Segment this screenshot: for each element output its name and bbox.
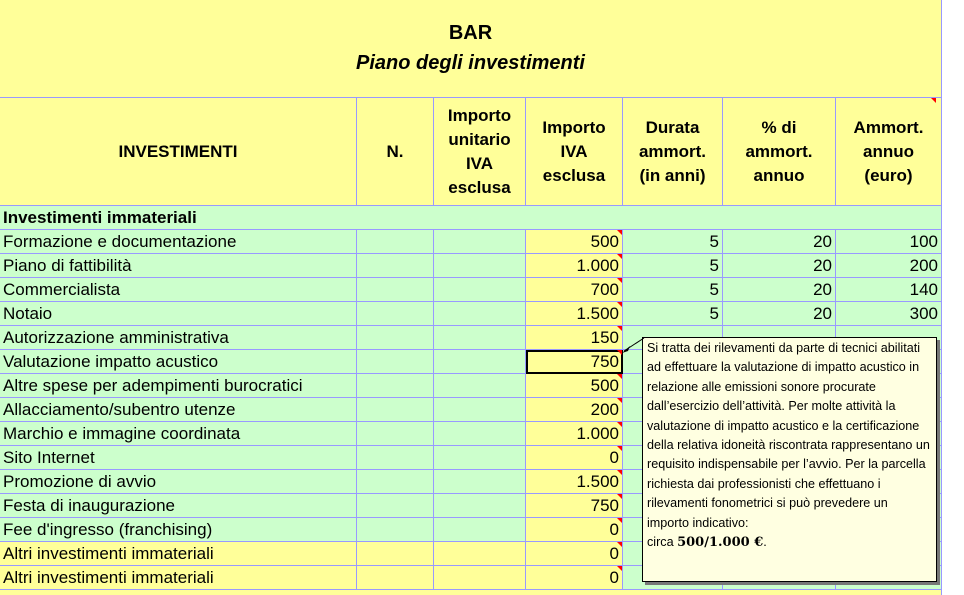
row-importo-value: 750 xyxy=(590,352,619,371)
table-row xyxy=(0,302,941,326)
row-label-value: Sito Internet xyxy=(3,448,95,467)
comment-indicator xyxy=(617,278,622,283)
row-importo-value: 500 xyxy=(590,232,619,251)
row-label[interactable] xyxy=(0,518,357,542)
row-label-value: Autorizzazione amministrativa xyxy=(3,328,229,347)
row-n[interactable] xyxy=(357,350,434,374)
comment-indicator xyxy=(931,98,936,103)
row-unitario[interactable] xyxy=(434,350,526,374)
row-importo[interactable] xyxy=(526,398,623,422)
header-n[interactable]: N. xyxy=(357,98,434,206)
row-importo[interactable] xyxy=(526,278,623,302)
row-importo-value: 0 xyxy=(609,544,619,563)
row-ammort-value: 140 xyxy=(909,280,938,299)
section-title[interactable]: Investimenti immateriali xyxy=(0,206,941,230)
row-ammort[interactable] xyxy=(836,278,941,302)
column-edge xyxy=(941,0,964,595)
row-n[interactable] xyxy=(357,374,434,398)
comment-indicator xyxy=(617,566,622,571)
row-importo[interactable] xyxy=(526,326,623,350)
row-importo[interactable] xyxy=(526,302,623,326)
row-percentuale[interactable] xyxy=(723,254,836,278)
header-ammort-annuo[interactable]: Ammort. annuo (euro) xyxy=(836,98,941,206)
row-importo[interactable] xyxy=(526,422,623,446)
row-label[interactable] xyxy=(0,470,357,494)
comment-indicator xyxy=(617,446,622,451)
row-percentuale[interactable] xyxy=(723,230,836,254)
comment-indicator xyxy=(617,302,622,307)
row-n[interactable] xyxy=(357,422,434,446)
comment-indicator xyxy=(617,542,622,547)
row-n[interactable] xyxy=(357,254,434,278)
row-label-value: Commercialista xyxy=(3,280,121,299)
row-unitario[interactable] xyxy=(434,470,526,494)
row-importo-value: 750 xyxy=(590,496,619,515)
section-row xyxy=(0,206,941,230)
row-ammort-value: 300 xyxy=(909,304,938,323)
row-label[interactable] xyxy=(0,566,357,590)
row-percentuale[interactable] xyxy=(723,278,836,302)
row-percentuale-value: 20 xyxy=(813,232,832,251)
row-label[interactable] xyxy=(0,326,357,350)
header-importo[interactable]: Importo IVA esclusa xyxy=(526,98,623,206)
row-durata-value: 5 xyxy=(709,280,719,299)
row-label-value: Valutazione impatto acustico xyxy=(3,352,219,371)
row-durata-value: 5 xyxy=(709,256,719,275)
row-unitario[interactable] xyxy=(434,230,526,254)
row-ammort[interactable] xyxy=(836,254,941,278)
row-label[interactable] xyxy=(0,254,357,278)
row-n[interactable] xyxy=(357,302,434,326)
row-unitario[interactable] xyxy=(434,278,526,302)
row-label-value: Altri investimenti immateriali xyxy=(3,544,214,563)
selected-cell[interactable] xyxy=(526,350,623,374)
row-importo-value: 200 xyxy=(590,400,619,419)
row-n[interactable] xyxy=(357,398,434,422)
row-importo[interactable] xyxy=(526,446,623,470)
row-importo[interactable] xyxy=(526,230,623,254)
row-label[interactable] xyxy=(0,494,357,518)
comment-prefix: circa xyxy=(647,535,678,550)
row-label-value: Marchio e immagine coordinata xyxy=(3,424,241,443)
row-importo-value: 1.000 xyxy=(576,424,619,443)
row-unitario[interactable] xyxy=(434,326,526,350)
row-label[interactable] xyxy=(0,422,357,446)
row-importo[interactable] xyxy=(526,470,623,494)
row-n[interactable] xyxy=(357,446,434,470)
table-row xyxy=(0,278,941,302)
sheet-subtitle[interactable]: Piano degli investimenti xyxy=(356,52,585,74)
row-importo-value: 0 xyxy=(609,568,619,587)
row-unitario[interactable] xyxy=(434,518,526,542)
row-durata[interactable] xyxy=(623,254,723,278)
sheet-title[interactable]: BAR xyxy=(448,22,493,44)
row-label-value: Allacciamento/subentro utenze xyxy=(3,400,236,419)
row-importo-value: 1.500 xyxy=(576,304,619,323)
row-unitario[interactable] xyxy=(434,302,526,326)
header-investimenti[interactable]: INVESTIMENTI xyxy=(0,98,357,206)
row-ammort-value: 100 xyxy=(909,232,938,251)
row-n[interactable] xyxy=(357,566,434,590)
row-unitario[interactable] xyxy=(434,446,526,470)
row-n[interactable] xyxy=(357,470,434,494)
row-label[interactable] xyxy=(0,542,357,566)
comment-suffix: . xyxy=(763,535,767,550)
row-label[interactable] xyxy=(0,302,357,326)
row-n[interactable] xyxy=(357,230,434,254)
row-label-value: Notaio xyxy=(3,304,53,323)
row-percentuale-value: 20 xyxy=(813,304,832,323)
comment-indicator xyxy=(617,470,622,475)
row-importo-value: 0 xyxy=(609,448,619,467)
row-unitario[interactable] xyxy=(434,542,526,566)
header-percentuale[interactable]: % di ammort. annuo xyxy=(723,98,836,206)
comment-indicator xyxy=(617,374,622,379)
row-label[interactable] xyxy=(0,230,357,254)
row-n[interactable] xyxy=(357,278,434,302)
row-ammort[interactable] xyxy=(836,230,941,254)
row-importo[interactable] xyxy=(526,542,623,566)
row-label-value: Promozione di avvio xyxy=(3,472,157,491)
comment-indicator xyxy=(617,254,622,259)
row-unitario[interactable] xyxy=(434,494,526,518)
row-durata[interactable] xyxy=(623,278,723,302)
row-label-value: Piano di fattibilità xyxy=(3,256,132,275)
row-label[interactable] xyxy=(0,374,357,398)
row-label-value: Fee d'ingresso (franchising) xyxy=(3,520,213,539)
row-importo-value: 0 xyxy=(609,520,619,539)
header-durata[interactable]: Durata ammort. (in anni) xyxy=(623,98,723,206)
row-importo[interactable] xyxy=(526,518,623,542)
row-unitario[interactable] xyxy=(434,566,526,590)
comment-indicator xyxy=(617,326,622,331)
row-importo[interactable] xyxy=(526,374,623,398)
row-label-value: Festa di inaugurazione xyxy=(3,496,176,515)
row-unitario[interactable] xyxy=(434,422,526,446)
row-label[interactable] xyxy=(0,278,357,302)
row-durata-value: 5 xyxy=(709,304,719,323)
header-importo-unitario[interactable]: Importo unitario IVA esclusa xyxy=(434,98,526,206)
row-importo-value: 500 xyxy=(590,376,619,395)
row-importo-value: 1.500 xyxy=(576,472,619,491)
comment-indicator xyxy=(617,494,622,499)
comment-arrow xyxy=(618,334,648,364)
row-label[interactable] xyxy=(0,446,357,470)
row-importo[interactable] xyxy=(526,494,623,518)
row-importo-value: 1.000 xyxy=(576,256,619,275)
row-unitario[interactable] xyxy=(434,374,526,398)
cell-comment[interactable] xyxy=(642,337,937,582)
row-percentuale[interactable] xyxy=(723,302,836,326)
row-label[interactable] xyxy=(0,398,357,422)
row-importo[interactable] xyxy=(526,566,623,590)
comment-indicator xyxy=(617,518,622,523)
row-durata-value: 5 xyxy=(709,232,719,251)
row-n[interactable] xyxy=(357,542,434,566)
row-unitario[interactable] xyxy=(434,398,526,422)
row-durata[interactable] xyxy=(623,302,723,326)
comment-amount: 500/1.000 € xyxy=(677,535,764,551)
row-importo-value: 700 xyxy=(590,280,619,299)
row-label-value: Altri investimenti immateriali xyxy=(3,568,214,587)
table-row xyxy=(0,254,941,278)
row-importo[interactable] xyxy=(526,254,623,278)
row-percentuale-value: 20 xyxy=(813,280,832,299)
comment-indicator xyxy=(617,398,622,403)
row-label[interactable] xyxy=(0,350,357,374)
row-durata[interactable] xyxy=(623,230,723,254)
row-percentuale-value: 20 xyxy=(813,256,832,275)
title-band xyxy=(0,0,941,98)
row-label-value: Altre spese per adempimenti burocratici xyxy=(3,376,303,395)
row-importo-value: 150 xyxy=(590,328,619,347)
table-row xyxy=(0,230,941,254)
row-n[interactable] xyxy=(357,494,434,518)
comment-text: Si tratta dei rilevamenti da parte di tecnici abilitati ad effettuare la valutazione di impatto acustico in relazione alle emissioni sonore procurate dall’esercizio dell’attività. Per molte attività la valutazione di impatto acustico e la certificazione della relativa idoneità riscontrata rappresentano un requisito indispensabile per l’avvio. Per la parcella richiesta dai professionisti che effettuano i rilevamenti fonometrici si può prevedere un importo indicativo: xyxy=(647,341,930,530)
row-n[interactable] xyxy=(357,518,434,542)
row-n[interactable] xyxy=(357,326,434,350)
row-unitario[interactable] xyxy=(434,254,526,278)
row-ammort[interactable] xyxy=(836,302,941,326)
row-label-value: Formazione e documentazione xyxy=(3,232,237,251)
comment-indicator xyxy=(617,230,622,235)
row-ammort-value: 200 xyxy=(909,256,938,275)
comment-indicator xyxy=(617,422,622,427)
